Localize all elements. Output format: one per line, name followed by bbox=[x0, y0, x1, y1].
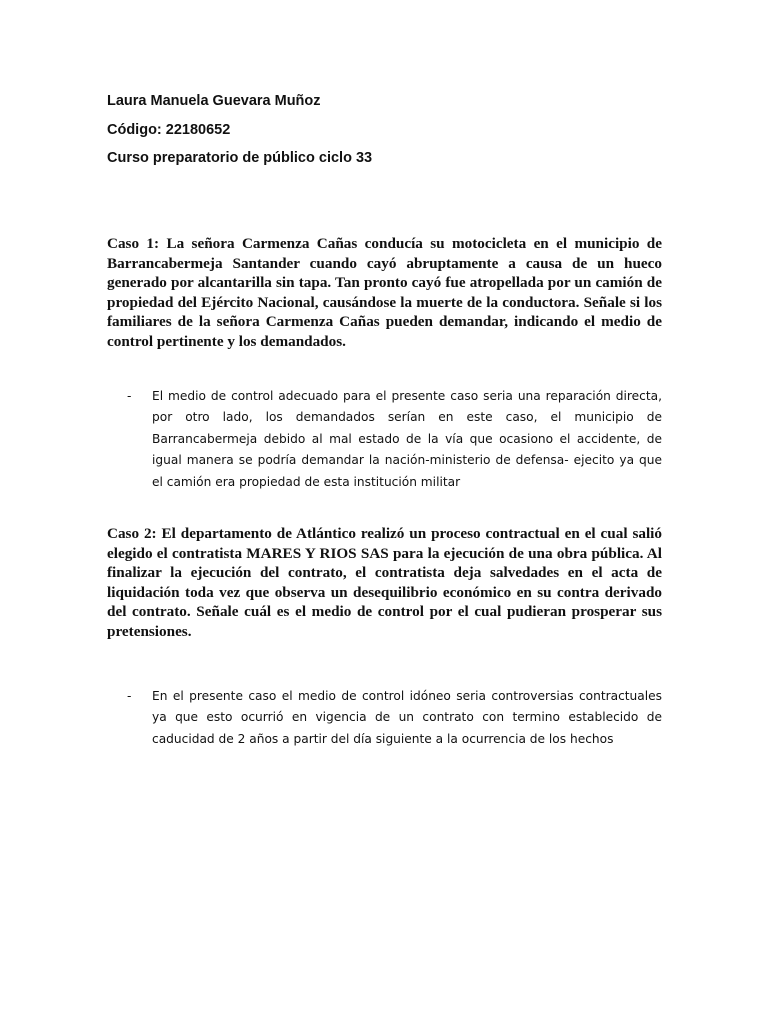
course-title: Curso preparatorio de público ciclo 33 bbox=[107, 150, 373, 166]
case-2-answer-text: En el presente caso el medio de control idóneo seria controversias contractuales ya que esto ocurrió en vigencia de un contrato con termino establecido de caducidad de 2 años a partir del día siguiente a la ocurrencia de los hechos bbox=[152, 689, 662, 746]
author-name: Laura Manuela Guevara Muñoz bbox=[107, 93, 321, 109]
case-1-answer-text: El medio de control adecuado para el presente caso seria una reparación directa, por otro lado, los demandados serían en este caso, el municipio de Barrancabermeja debido al mal estado de la vía que ocasiono el accidente, de igual manera se podría demandar la nación-ministerio de defensa- ejecito ya que el camión era propiedad de esta institución militar bbox=[152, 389, 662, 489]
student-code: Código: 22180652 bbox=[107, 122, 231, 138]
case-2-answer bbox=[127, 686, 662, 750]
case-1-answer bbox=[127, 386, 662, 493]
case-1-question: Caso 1: La señora Carmenza Cañas conducía su motocicleta en el municipio de Barrancabermeja Santander cuando cayó abruptamente a causa de un hueco generado por alcantarilla sin tapa. Tan pronto cayó fue atropellada por un camión de propiedad del Ejército Nacional, causándose la muerte de la conductora. Señale si los familiares de la señora Carmenza Cañas pueden demandar, indicando el medio de control pertinente y los demandados. bbox=[107, 235, 662, 350]
case-2-question: Caso 2: El departamento de Atlántico realizó un proceso contractual en el cual salió elegido el contratista MARES Y RIOS SAS para la ejecución de una obra pública. Al finalizar la ejecución del contrato, el contratista deja salvedades en el acta de liquidación toda vez que observa un desequilibrio económico en su contra derivado del contrato. Señale cuál es el medio de control por el cual pudieran prosperar sus pretensiones. bbox=[107, 525, 662, 640]
bullet-dash: - bbox=[127, 389, 132, 403]
bullet-dash: - bbox=[127, 689, 132, 703]
